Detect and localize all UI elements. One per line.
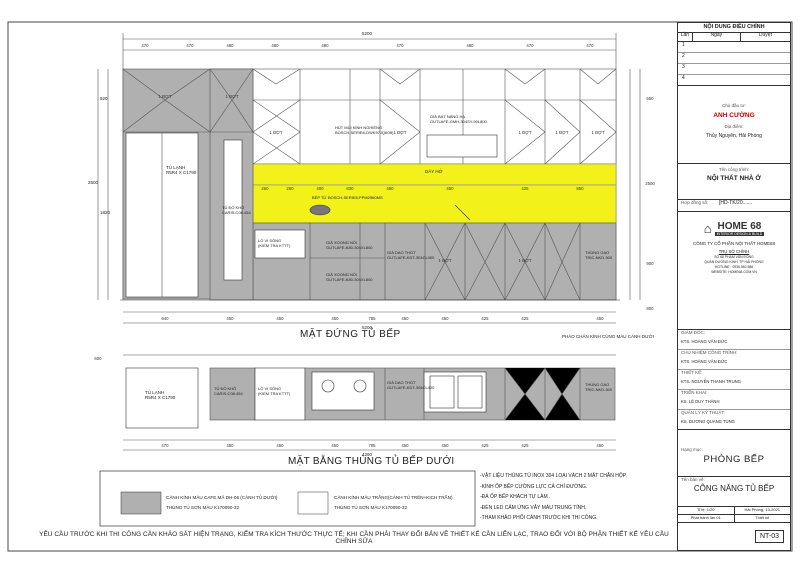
label-pot-rack-1: GIÁ XOONG NỒI GUTLAFE-K80-304XL800 <box>326 240 373 250</box>
owner-block <box>678 103 790 139</box>
company-logo <box>678 221 790 236</box>
col-lan: Lần <box>678 32 693 41</box>
dim-mid-label: 850 <box>576 186 584 191</box>
hq-line: WEBSITE: HOME68.COM.VN <box>711 270 757 274</box>
plan-label-rice-bin: THÙNG GAO TRỊC-NKD-300 <box>585 382 613 392</box>
hq-line: SỐ 68 PHẠM VĂN ĐỒNG <box>714 255 754 259</box>
dim-right-label: 650 <box>646 96 654 101</box>
sheet-number-row <box>678 522 790 551</box>
owner-name: ANH CƯỜNG <box>713 112 755 119</box>
revision-row: 4 <box>678 75 790 86</box>
dim-right-label: 800 <box>646 306 654 311</box>
dim-mid-label: 450 <box>446 186 454 191</box>
dim-top-label: 470 <box>141 43 149 48</box>
dim-right-label: 900 <box>646 261 654 266</box>
col-ngay: Ngày <box>693 32 741 41</box>
project-name: NỘI THẤT NHÀ Ở <box>707 175 761 182</box>
label-fridge: TỦ LẠNH R5R4 X C1790 <box>166 165 197 175</box>
role-row <box>678 330 790 350</box>
dim-top-label: 480 <box>466 43 474 48</box>
dim-top-label: 470 <box>186 43 194 48</box>
plan-label-microwave: LÒ VI SÓNG (KIẾM TRA KTTT) <box>258 386 291 396</box>
label-pot-rack-2: GIÁ XOONG NỒI GUTLAFE-K80-304XL800 <box>326 272 373 282</box>
legend-swatch-cafe <box>121 492 161 514</box>
role-row <box>678 390 790 410</box>
dim-top-label: 480 <box>321 43 329 48</box>
role-caption: CHỦ NHIỆM CÔNG TRÌNH: <box>681 350 738 355</box>
owner-caption: Chủ đầu tư: <box>722 103 746 108</box>
dim-mid-label: 260 <box>286 186 294 191</box>
role-name: KTS. HOÀNG VĂN ĐỨC <box>681 339 728 344</box>
plan-dim-label: 785 <box>368 443 376 448</box>
hq-line: QUÁN DƯƠNG KINH, TP HẢI PHÒNG <box>704 260 764 264</box>
revision-rows <box>678 42 790 82</box>
dim-top-label: 480 <box>226 43 234 48</box>
dim-mid-label: 830 <box>346 186 354 191</box>
dim-bottom-label: 785 <box>368 316 376 321</box>
logo-sub: INTERIOR DESIGN & BUILD <box>716 232 763 236</box>
note-4: -ĐÈN LED CẢM ỨNG VẪY MÀU TRUNG TÍNH. <box>480 504 587 511</box>
label-knife-rack: GIÁ DAO THỚT GUTLAFE-KDT-304CL400 <box>387 250 435 260</box>
dim-plan-total: 4260 <box>362 452 373 457</box>
label-microwave: LÒ VI SÓNG (KIẾM TRA KTTT) <box>258 238 291 248</box>
door-label: 1 ĐỢT <box>269 130 283 135</box>
dim-top-label: 470 <box>396 43 404 48</box>
role-caption: THIẾT KẾ: <box>681 370 703 375</box>
door-label: 1 ĐỢT <box>518 130 532 135</box>
role-name: KS. LÊ DUY THÀNH <box>681 399 720 404</box>
title-block <box>677 22 791 551</box>
role-name: KTS. NGUYỄN THANH TRUNG <box>681 379 741 384</box>
plan-dim-label: 450 <box>276 443 284 448</box>
dim-bottom-label: 425 <box>481 316 489 321</box>
date: Hải Phòng, 10-2021 <box>744 507 781 512</box>
plan-label-pantry: TỦ ĐỒ KHÔ CARIS-C08.454 <box>214 386 243 396</box>
plan-label-knife-rack: GIÁ DAO THỚT GUTLAFE-KDT-304CL400 <box>387 380 435 390</box>
hq-caption: TRỤ SỞ CHÍNH <box>718 249 750 254</box>
dim-top-label: 470 <box>586 43 594 48</box>
plan-dim-label: 425 <box>481 443 489 448</box>
dim-bottom-label: 450 <box>401 316 409 321</box>
designer: Thiết kế <box>755 515 770 520</box>
dim-bottom-label: 425 <box>521 316 529 321</box>
door-label: 1 ĐỢT <box>438 258 452 263</box>
label-cooktop: BẾP TỪ BOSCH-SERIE8-PPI82560MS <box>312 195 383 200</box>
note-1: -VẬT LIỆU THÙNG TỦ INOX 304 LOẠI VÁCH 2 MẶT CHẮN HỘP. <box>480 473 627 479</box>
revision-row: 2 <box>678 53 790 64</box>
label-strip: DÂY HỞ <box>425 169 443 174</box>
dim-bottom-label: 940 <box>161 316 169 321</box>
dim-left-low: 1820 <box>100 210 111 215</box>
col-duyet: Duyệt <box>758 32 772 38</box>
role-caption: GIÁM ĐỐC: <box>681 330 706 335</box>
plan-dim-top-label: 600 <box>94 356 102 361</box>
plan-title: MẶT BẰNG THÙNG TỦ BẾP DƯỚI <box>288 456 455 467</box>
plan-label-fridge: TỦ LẠNH R5R4 X C1790 <box>145 390 176 400</box>
label-pantry: TỦ ĐỒ KHÔ CARIS-C08.454 <box>222 205 251 215</box>
revision-row: 3 <box>678 64 790 75</box>
dim-bottom-label: 450 <box>276 316 284 321</box>
dim-bottom-label: 450 <box>331 316 339 321</box>
revision-row: 1 <box>678 42 790 53</box>
role-caption: QUẢN LÝ KỸ THUẬT: <box>681 410 725 415</box>
legend-item1-line1: CÁNH KÍNH MÀU CAFE MÃ DH-06 (CÁNH TỦ DƯỚI) <box>166 495 278 500</box>
category-caption: Hạng mục: <box>681 447 703 452</box>
company-name: CÔNG TY CỔ PHẦN NỘI THẤT HOME68 <box>693 241 775 246</box>
dim-mid-label: 425 <box>521 186 529 191</box>
construction-requirement: YÊU CẦU TRƯỚC KHI THI CÔNG CẦN KHẢO SÁT HIỆN TRẠNG, KIỂM TRA KÍCH THƯỚC THỰC TẾ; KHI CẦN PHẢI THAY ĐỔI BẢN VẼ THIẾT KẾ CẦN LIÊN LẠC, TRAO ĐỔI VỚI BỘ PHẬN THIẾT KẾ YÊU CẦU CHỈNH SỬA <box>39 531 669 545</box>
dim-bottom-label: 450 <box>226 316 234 321</box>
revision-columns <box>678 32 790 42</box>
label-plinth: PHÀO CHÂN KÍNH CÙNG MÀU CÁNH DƯỚI <box>562 334 654 339</box>
location-caption: Địa điểm: <box>724 124 744 129</box>
dim-mid-label: 260 <box>261 186 269 191</box>
hq-address <box>678 255 790 275</box>
role-row <box>678 370 790 390</box>
dim-total-top: 5200 <box>362 31 373 36</box>
dim-bottom-label: 450 <box>441 316 449 321</box>
role-name: KS. DƯƠNG QUANG TÙNG <box>681 419 735 424</box>
sheet-name-caption: Tên bản vẽ: <box>681 477 705 482</box>
door-label: 1 ĐỢT <box>591 130 605 135</box>
plan-dim-label: 450 <box>401 443 409 448</box>
dim-left-upper: 920 <box>100 96 108 101</box>
scale: Tỉ lệ: 1/20 <box>678 507 735 515</box>
door-label: 1 ĐỢT <box>393 130 407 135</box>
hq-line: HOTLINE : 0936.582.588 <box>714 265 754 269</box>
plan-dim-label: 470 <box>161 443 169 448</box>
legend-item1-line2: THÙNG TỦ SƠN MÀU K170090-32 <box>166 505 240 510</box>
revision-header: NỘI DUNG ĐIỀU CHỈNH <box>678 23 790 33</box>
category-block <box>678 447 790 465</box>
company-block <box>678 221 790 275</box>
note-5: -THAM KHẢO PHỐI CẢNH TRƯỚC KHI THI CÔNG. <box>480 515 598 521</box>
label-dishrack: GIÁ BÁT NÂNG HẠ GUTLAFE-GMH-304SY-90L800 <box>430 114 487 124</box>
plan-view <box>123 355 616 450</box>
dim-top-label: 470 <box>526 43 534 48</box>
role-caption: TRIỂN KHAI: <box>681 390 708 395</box>
category: PHÒNG BẾP <box>703 454 765 465</box>
label-hood: HÚT MÙI KÍNH NGHIÊNG BOSCH-SERIE8-DWK97JQ60B) <box>335 125 394 135</box>
project-block <box>678 163 790 182</box>
door-label: 1 ĐỢT <box>158 94 172 99</box>
contract-caption: Hợp đồng số: <box>681 200 709 205</box>
dim-top-label: 480 <box>271 43 279 48</box>
sheet-name: CÔNG NĂNG TỦ BẾP <box>693 484 775 493</box>
logo-main: HOME 68 <box>717 221 762 232</box>
legend-swatch-white <box>298 492 328 514</box>
note-3: -ĐÁ ỐP BẾP KHÁCH TỰ LÀM . <box>480 494 551 500</box>
dim-mid-label: 400 <box>316 186 324 191</box>
dim-total-bottom: 5200 <box>362 325 373 330</box>
dim-bottom-label: 450 <box>596 316 604 321</box>
plan-dim-label: 450 <box>596 443 604 448</box>
legend-item2-line2: THÙNG TỦ SƠN MÀU K170090-32 <box>334 505 408 510</box>
plan-dim-label: 425 <box>521 443 529 448</box>
sheet-number: NT-03 <box>755 530 784 543</box>
label-rice-bin: THÙNG GAO TRỊC-NKD-300 <box>585 250 613 260</box>
legend-item2-line1: CÁNH KÍNH MÀU TRẮNG(CÁNH TỦ TRÊN+KỊCH TRẦN) <box>334 495 453 500</box>
door-label: 1 ĐỢT <box>518 258 532 263</box>
dim-right-label: 2500 <box>645 181 655 186</box>
dim-mid-label: 450 <box>386 186 394 191</box>
legend-notes <box>480 471 627 524</box>
elevation-title: MẶT ĐỨNG TỦ BẾP <box>300 329 401 340</box>
note-2: -KÍNH ỐP BẾP CƯỜNG LỰC CẢ CHỈ ĐƯỜNG. <box>480 483 588 490</box>
role-name: KTS. HOÀNG VĂN ĐỨC <box>681 359 728 364</box>
role-row <box>678 350 790 370</box>
contract-number: [HD-TK/20....... <box>719 200 753 206</box>
sheet-name-block <box>678 476 790 493</box>
plan-dim-label: 450 <box>441 443 449 448</box>
house-icon: ⌂ <box>703 221 712 236</box>
project-caption: Tên công trình: <box>718 167 750 172</box>
roles-block <box>678 329 790 430</box>
door-label: 1 ĐỢT <box>555 130 569 135</box>
role-row <box>678 410 790 430</box>
plan-dim-label: 450 <box>226 443 234 448</box>
dim-left-total: 2500 <box>88 180 99 185</box>
issue: Phát hành lần 01 <box>678 515 735 523</box>
contract-row <box>678 199 790 212</box>
plan-dim-label: 450 <box>331 443 339 448</box>
location: Thủy Nguyên, Hải Phòng <box>706 133 762 139</box>
door-label: 1 ĐỢT <box>225 94 239 99</box>
